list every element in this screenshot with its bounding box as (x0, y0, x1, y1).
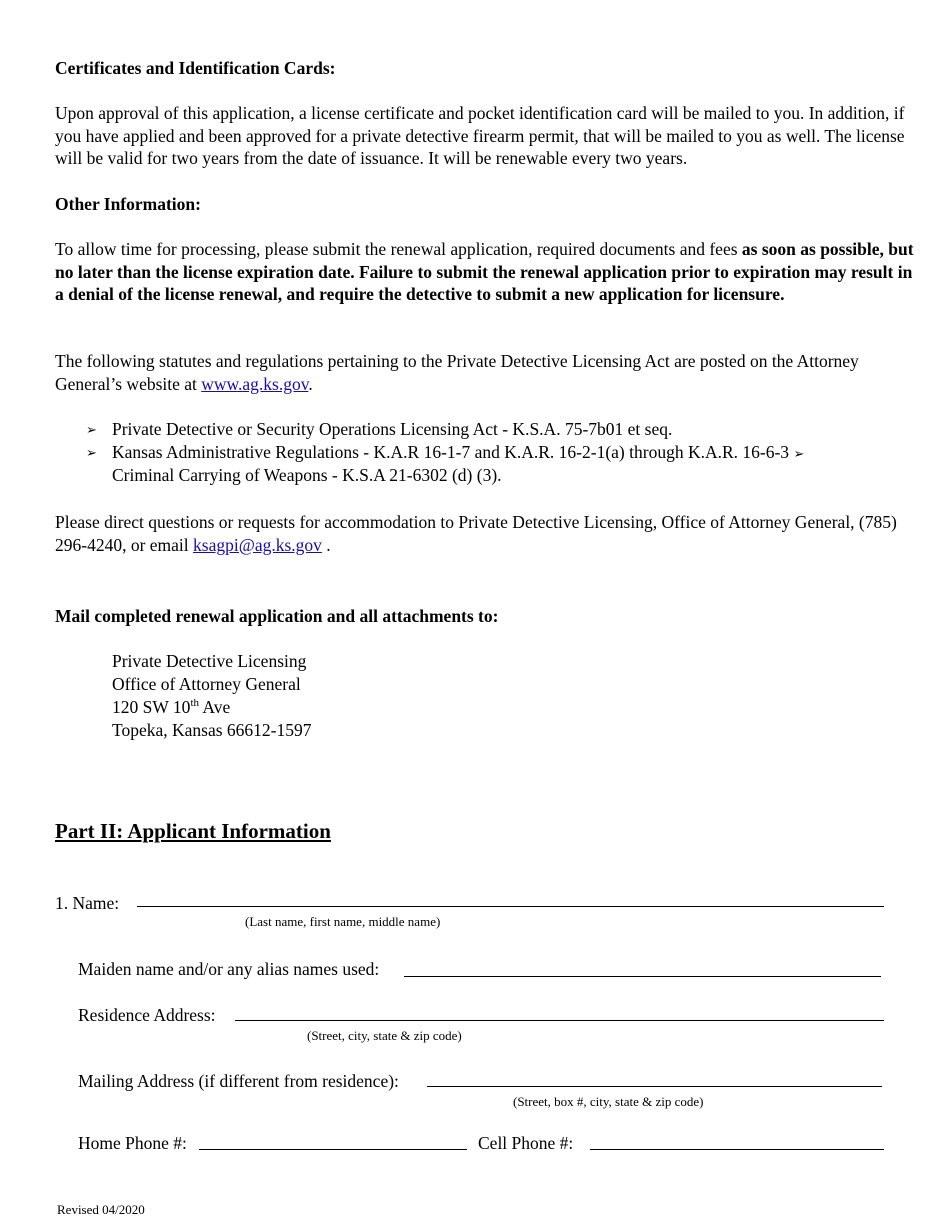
processing-paragraph (55, 238, 925, 306)
bullet-arrow-icon: ➢ (86, 445, 97, 460)
certificates-paragraph: Upon approval of this application, a license certificate and pocket identification card will be mailed to you. In addition, if you have applied and been approved for a private detective firearm permit, that will be mailed to you as well. The license will be valid for two years from the date of issuance. It will be renewable every two years. (55, 103, 905, 168)
mailing-address-hint: (Street, box #, city, state & zip code) (513, 1094, 704, 1109)
processing-text: To allow time for processing, please submit the renewal application, required documents and fees (55, 239, 742, 259)
name-label: 1. Name: (55, 893, 120, 913)
name-field[interactable] (137, 906, 884, 907)
ordinal-suffix: th (190, 697, 199, 710)
cell-phone-label: Cell Phone #: (478, 1133, 574, 1153)
revision-date: Revised 04/2020 (57, 1202, 145, 1217)
processing-warning: as soon as possible, but no later than the license expiration date. Failure to submit the renewal application prior to expiration may result in a denial of the license renewal, and require the detective to submit a new application for licensure. (55, 239, 914, 304)
questions-text: Please direct questions or requests for accommodation to Private Detective Licensing, Office of Attorney General, (785) 296-4240, or email (55, 512, 897, 555)
other-info-heading: Other Information: (55, 194, 201, 214)
street-name: Ave (199, 697, 231, 717)
mail-address-line: Private Detective Licensing (112, 651, 307, 671)
bullet-item: Criminal Carrying of Weapons - K.S.A 21-6302 (d) (3). (112, 465, 502, 485)
residence-address-field[interactable] (235, 1020, 884, 1021)
mailing-address-label: Mailing Address (if different from residence): (78, 1071, 399, 1091)
mail-address-line: Topeka, Kansas 66612-1597 (112, 720, 312, 740)
bullet-arrow-icon: ➢ (86, 422, 97, 437)
mailing-address-field[interactable] (427, 1086, 882, 1087)
mail-heading: Mail completed renewal application and all attachments to: (55, 606, 499, 626)
residence-address-hint: (Street, city, state & zip code) (307, 1028, 462, 1043)
email-link[interactable]: ksagpi@ag.ks.gov (193, 534, 322, 555)
certificates-heading: Certificates and Identification Cards: (55, 58, 336, 78)
home-phone-label: Home Phone #: (78, 1133, 187, 1153)
home-phone-field[interactable] (199, 1149, 467, 1150)
bullet-item: Private Detective or Security Operations Licensing Act - K.S.A. 75-7b01 et seq. (112, 419, 673, 439)
statutes-text: The following statutes and regulations pertaining to the Private Detective Licensing Act are posted on the Attorney General’s website at (55, 351, 859, 394)
mail-address-line: Office of Attorney General (112, 674, 301, 694)
residence-address-label: Residence Address: (78, 1005, 216, 1025)
cell-phone-field[interactable] (590, 1149, 884, 1150)
street-number: 120 SW 10 (112, 697, 191, 717)
questions-end: . (321, 534, 331, 555)
maiden-name-label: Maiden name and/or any alias names used: (78, 959, 380, 979)
part-two-title: Part II: Applicant Information (55, 819, 331, 843)
statutes-paragraph (55, 350, 925, 395)
statutes-end: . (308, 373, 313, 394)
name-hint: (Last name, first name, middle name) (245, 914, 441, 929)
bullet-item-text: Kansas Administrative Regulations - K.A.R 16-1-7 and K.A.R. 16-2-1(a) through K.A.R. 16-6-3 (112, 442, 790, 462)
bullet-arrow-icon: ➢ (793, 446, 805, 461)
bullet-item (112, 441, 804, 466)
mail-address-line (112, 696, 230, 719)
ag-website-link[interactable]: www.ag.ks.gov (201, 373, 309, 394)
maiden-name-field[interactable] (404, 976, 881, 977)
questions-paragraph (55, 511, 925, 556)
